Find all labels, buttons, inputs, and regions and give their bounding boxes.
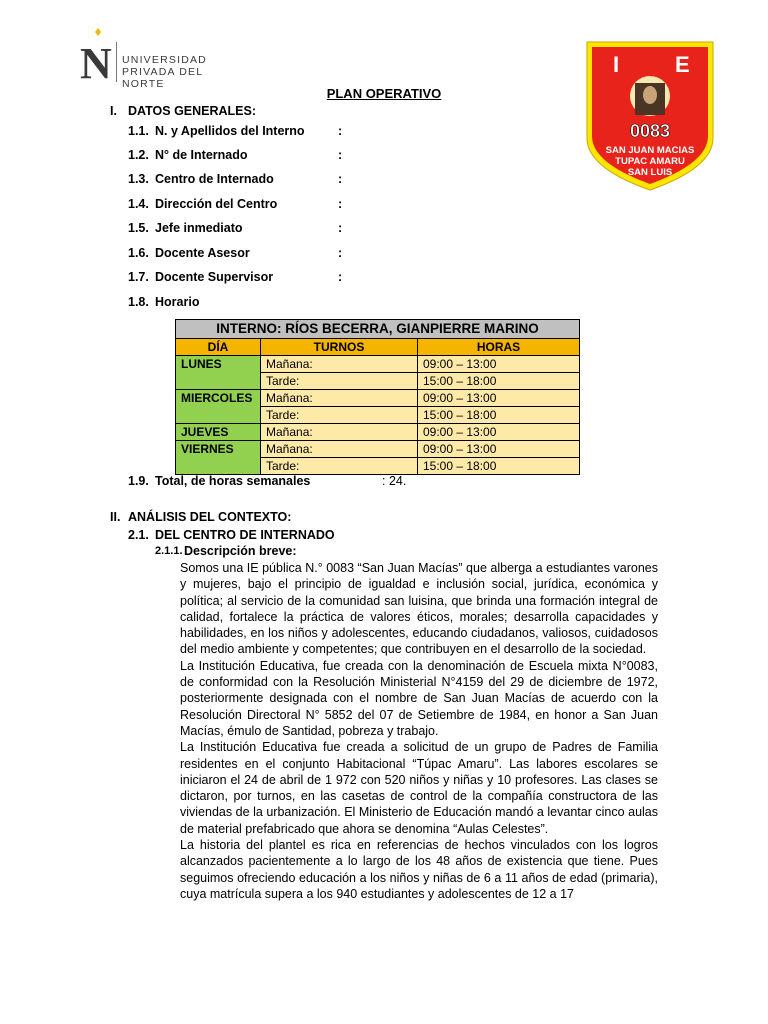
- col-header-day: DÍA: [176, 339, 261, 356]
- schedule-table: [175, 319, 580, 475]
- schedule-hora: 15:00 – 18:00: [418, 373, 580, 390]
- item-label: Horario: [155, 295, 200, 309]
- item-num: 1.5.: [128, 221, 149, 235]
- paragraph-3: La Institución Educativa fue creada a solicitud de un grupo de Padres de Familia residentes en el conjunto Habitacional “Túpac Amaru”. Las labores escolares se iniciaron el 24 de abril de 1 972 con 520 niños y niñas y 10 profesores. Las clases se dictaron, por turnos, en las casetas de control de la compañía constructora de las viviendas de la urbanización. El Ministerio de Educación mandó a levantar cinco aulas de material prefabricado que ahora se denomina “Aulas Celestes”.: [180, 740, 658, 836]
- section1-title: DATOS GENERALES:: [128, 104, 257, 118]
- paragraph-2: La Institución Educativa, fue creada con la denominación de Escuela mixta N°0083, de conformidad con la Resolución Ministerial N°4159 del 29 de diciembre de 1972, posteriormente designada con el nombre de San Juan Macías de acuerdo con la Resolución Directoral N° 5852 del 07 de Setiembre de 1984, en honor a San Juan Macías, émulo de Santidad, pobreza y trabajo.: [180, 658, 658, 738]
- subsection-title: DEL CENTRO DE INTERNADO: [155, 528, 335, 542]
- item-label: Dirección del Centro: [155, 197, 278, 211]
- shield-line1: SAN JUAN MACIAS: [605, 145, 695, 156]
- item-colon: :: [338, 124, 343, 138]
- schedule-turno: Tarde:: [261, 373, 418, 390]
- university-name: [122, 54, 248, 90]
- item-num: 1.8.: [128, 295, 149, 309]
- item-colon: :: [338, 270, 343, 284]
- shield-number: 0083: [629, 121, 671, 141]
- university-line1: UNIVERSIDAD: [122, 54, 207, 66]
- item-colon: :: [338, 148, 343, 162]
- schedule-turno: Mañana:: [261, 441, 418, 458]
- schedule-turno: Mañana:: [261, 356, 418, 373]
- item-num: 1.2.: [128, 148, 149, 162]
- paragraph-1: Somos una IE pública N.° 0083 “San Juan Macías” que alberga a estudiantes varones y mujeres, bajo el principio de igualdad e inclusión social, jurídica, económica y política; al servicio de la comunidad san luisina, que brinda una formación integral de calidad, fortalece la práctica de valores éticos, morales; desarrolla capacidades y habilidades, en los niños y adolescentes, educando ciudadanos, valiosos, cuidadosos del medio ambiente y competentes; que contribuyen en el desarrollo de la sociedad.: [180, 561, 658, 657]
- item-num: 1.1.: [128, 124, 149, 138]
- school-shield-logo: [583, 38, 717, 192]
- university-n-icon: [78, 28, 116, 86]
- total-num: 1.9.: [128, 474, 149, 488]
- description-body: [180, 560, 658, 902]
- schedule-hora: 09:00 – 13:00: [418, 356, 580, 373]
- total-label: Total, de horas semanales: [155, 474, 311, 488]
- paragraph-4: La historia del plantel es rica en referencias de hechos vinculados con los logros alcanzados pacientemente a lo largo de los 48 años de existencia que tiene. Pues seguimos ofreciendo educación a los niños y niñas de 6 a 11 años de edad (primaria), cuya matrícula supera a los 940 estudiantes y adolescentes de 12 a 17: [180, 838, 658, 901]
- shield-line2: TUPAC AMARU: [615, 156, 685, 167]
- schedule-day: JUEVES: [176, 424, 261, 441]
- schedule-hora: 09:00 – 13:00: [418, 441, 580, 458]
- item-label: Jefe inmediato: [155, 221, 243, 235]
- item-label: Docente Supervisor: [155, 270, 274, 284]
- schedule-title: INTERNO: RÍOS BECERRA, GIANPIERRE MARINO: [176, 320, 580, 339]
- schedule-turno: Mañana:: [261, 424, 418, 441]
- item-colon: :: [338, 197, 343, 211]
- schedule-row: [176, 441, 580, 458]
- subsubsection-title: Descripción breve:: [184, 544, 297, 558]
- item-num: 1.7.: [128, 270, 149, 284]
- item-label: Docente Asesor: [155, 246, 250, 260]
- university-line2: PRIVADA DEL NORTE: [122, 66, 203, 90]
- section2-num: II.: [110, 510, 121, 524]
- schedule-day: VIERNES: [176, 441, 261, 475]
- total-value: : 24.: [382, 474, 407, 488]
- item-colon: :: [338, 172, 343, 186]
- item-num: 1.3.: [128, 172, 149, 186]
- item-num: 1.6.: [128, 246, 149, 260]
- item-label: Centro de Internado: [155, 172, 274, 186]
- schedule-hora: 15:00 – 18:00: [418, 458, 580, 475]
- logo-divider: [116, 42, 117, 82]
- item-label: N. y Apellidos del Interno: [155, 124, 305, 138]
- schedule-hora: 09:00 – 13:00: [418, 390, 580, 407]
- subsection-num: 2.1.: [128, 528, 149, 542]
- svg-text:N: N: [80, 39, 112, 86]
- schedule-turno: Tarde:: [261, 458, 418, 475]
- schedule-row: [176, 390, 580, 407]
- item-colon: :: [338, 221, 343, 235]
- schedule-turno: Tarde:: [261, 407, 418, 424]
- schedule-turno: Mañana:: [261, 390, 418, 407]
- schedule-row: [176, 424, 580, 441]
- item-label: N° de Internado: [155, 148, 248, 162]
- university-logo: [78, 28, 248, 88]
- schedule-hora: 15:00 – 18:00: [418, 407, 580, 424]
- subsubsection-num: 2.1.1.: [155, 545, 183, 557]
- shield-letter-i: I: [613, 52, 620, 77]
- item-num: 1.4.: [128, 197, 149, 211]
- col-header-horas: HORAS: [418, 339, 580, 356]
- schedule-row: [176, 356, 580, 373]
- section1-num: I.: [110, 104, 117, 118]
- item-colon: :: [338, 246, 343, 260]
- schedule-day: LUNES: [176, 356, 261, 390]
- col-header-turnos: TURNOS: [261, 339, 418, 356]
- page-title: PLAN OPERATIVO: [326, 86, 442, 101]
- shield-line3: SAN LUIS: [627, 167, 673, 178]
- schedule-day: MIERCOLES: [176, 390, 261, 424]
- section2-title: ANÁLISIS DEL CONTEXTO:: [128, 510, 292, 524]
- shield-letter-e: E: [675, 52, 690, 77]
- schedule-hora: 09:00 – 13:00: [418, 424, 580, 441]
